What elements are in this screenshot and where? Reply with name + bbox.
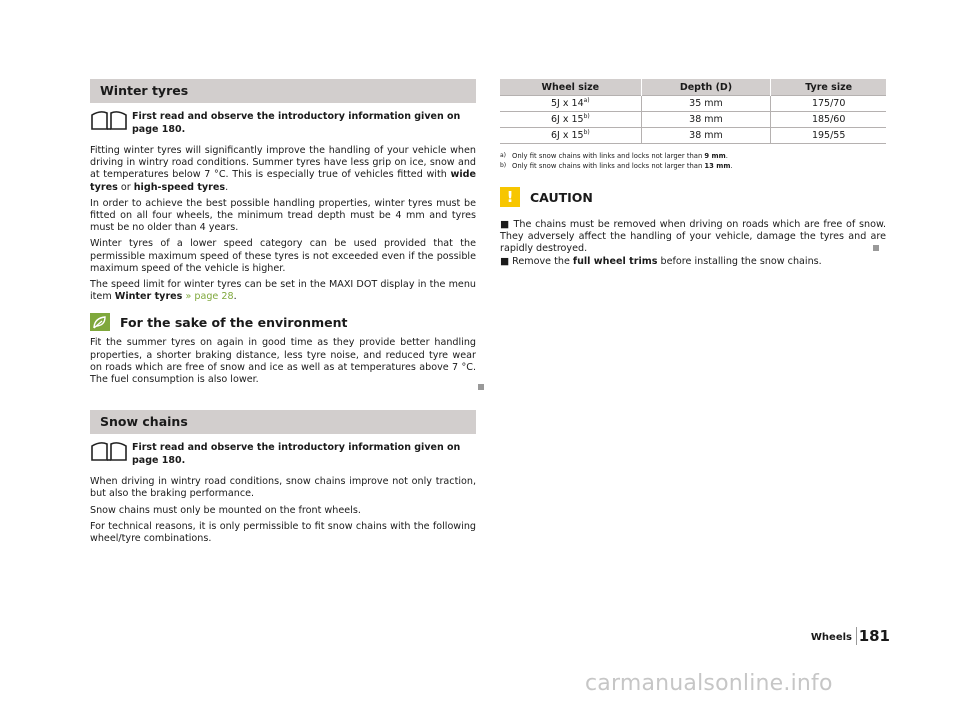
table-row: 6J x 15$^{b)}$ 38 mm 185/60	[500, 112, 886, 128]
table-row: 6J x 15$^{b)}$ 38 mm 195/55	[500, 128, 886, 144]
paragraph: Winter tyres of a lower speed category can be used provided that the permissible maximum speed of these tyres is not exceeded even if the possible maximum speed of the vehicle is higher.	[90, 238, 476, 274]
warning-icon: !	[500, 187, 520, 207]
section-title-winter-tyres: Winter tyres	[90, 79, 476, 103]
environment-leaf-icon	[90, 313, 110, 331]
environment-text: Fit the summer tyres on again in good time as they provide better handling properties, a shorter braking distance, less tyre noise, and reduced tyre wear on roads which are free of snow and ice as well as at temperatures above 7 °C. The fuel consumption is also lower.	[90, 337, 476, 386]
table-header: Wheel size	[500, 79, 641, 96]
environment-title: For the sake of the environment	[120, 314, 348, 330]
caution-heading	[500, 187, 886, 207]
watermark: carmanualsonline.info	[585, 671, 833, 696]
intro-text: First read and observe the introductory information given on page 180.	[132, 111, 461, 135]
paragraph: In order to achieve the best possible handling properties, winter tyres must be fitted on all four wheels, the minimum tread depth must be 4 mm and tyres must be no older than 4 years.	[90, 197, 476, 234]
caution-bullet: ■ Remove the full wheel trims before installing the snow chains.	[500, 255, 822, 267]
table-header: Tyre size	[771, 79, 886, 96]
table-header: Depth (D)	[641, 79, 771, 96]
intro-row-winter	[90, 109, 476, 145]
caution-title: CAUTION	[530, 189, 593, 205]
page-link[interactable]: » page 28	[182, 291, 234, 303]
section-end-mark	[478, 384, 484, 390]
open-book-icon	[90, 109, 128, 131]
right-column	[500, 79, 886, 268]
environment-heading	[90, 313, 476, 331]
paragraph: When driving in wintry road conditions, snow chains improve not only traction, but also the braking performance.	[90, 476, 476, 500]
left-column	[90, 79, 476, 549]
wheel-tyre-table	[500, 79, 886, 144]
chapter-label: Wheels	[810, 632, 852, 643]
footnotes	[500, 151, 886, 171]
paragraph: Fitting winter tyres will significantly improve the handling of your vehicle when driving in wintry road conditions. Summer tyres have less grip on ice, snow and at temperatures below 7 °C. This is especially true of vehicles fitted with wide tyres or high-speed tyres.	[90, 145, 476, 193]
intro-row-chains	[90, 440, 476, 476]
paragraph: Snow chains must only be mounted on the front wheels.	[90, 504, 361, 516]
page-number: 181	[858, 627, 890, 645]
open-book-icon	[90, 440, 128, 462]
footnote: b) Only fit snow chains with links and locks not larger than 13 mm.	[500, 162, 733, 170]
intro-text: First read and observe the introductory information given on page 180.	[132, 442, 461, 467]
footnote: a) Only fit snow chains with links and locks not larger than 9 mm.	[500, 152, 728, 160]
table-row: 5J x 14$^{a)}$ 35 mm 175/70	[500, 96, 886, 112]
paragraph: For technical reasons, it is only permissible to fit snow chains with the following wheel/tyre combinations.	[90, 520, 476, 545]
page-footer	[810, 627, 890, 647]
section-end-mark	[873, 245, 879, 251]
paragraph: The speed limit for winter tyres can be set in the MAXI DOT display in the menu item Winter tyres » page 28.	[90, 279, 476, 303]
section-title-snow-chains: Snow chains	[90, 410, 476, 434]
caution-bullet: ■ The chains must be removed when driving on roads which are free of snow. They adversely affect the handling of your vehicle, damage the tyres and are rapidly destroyed.	[500, 219, 886, 255]
